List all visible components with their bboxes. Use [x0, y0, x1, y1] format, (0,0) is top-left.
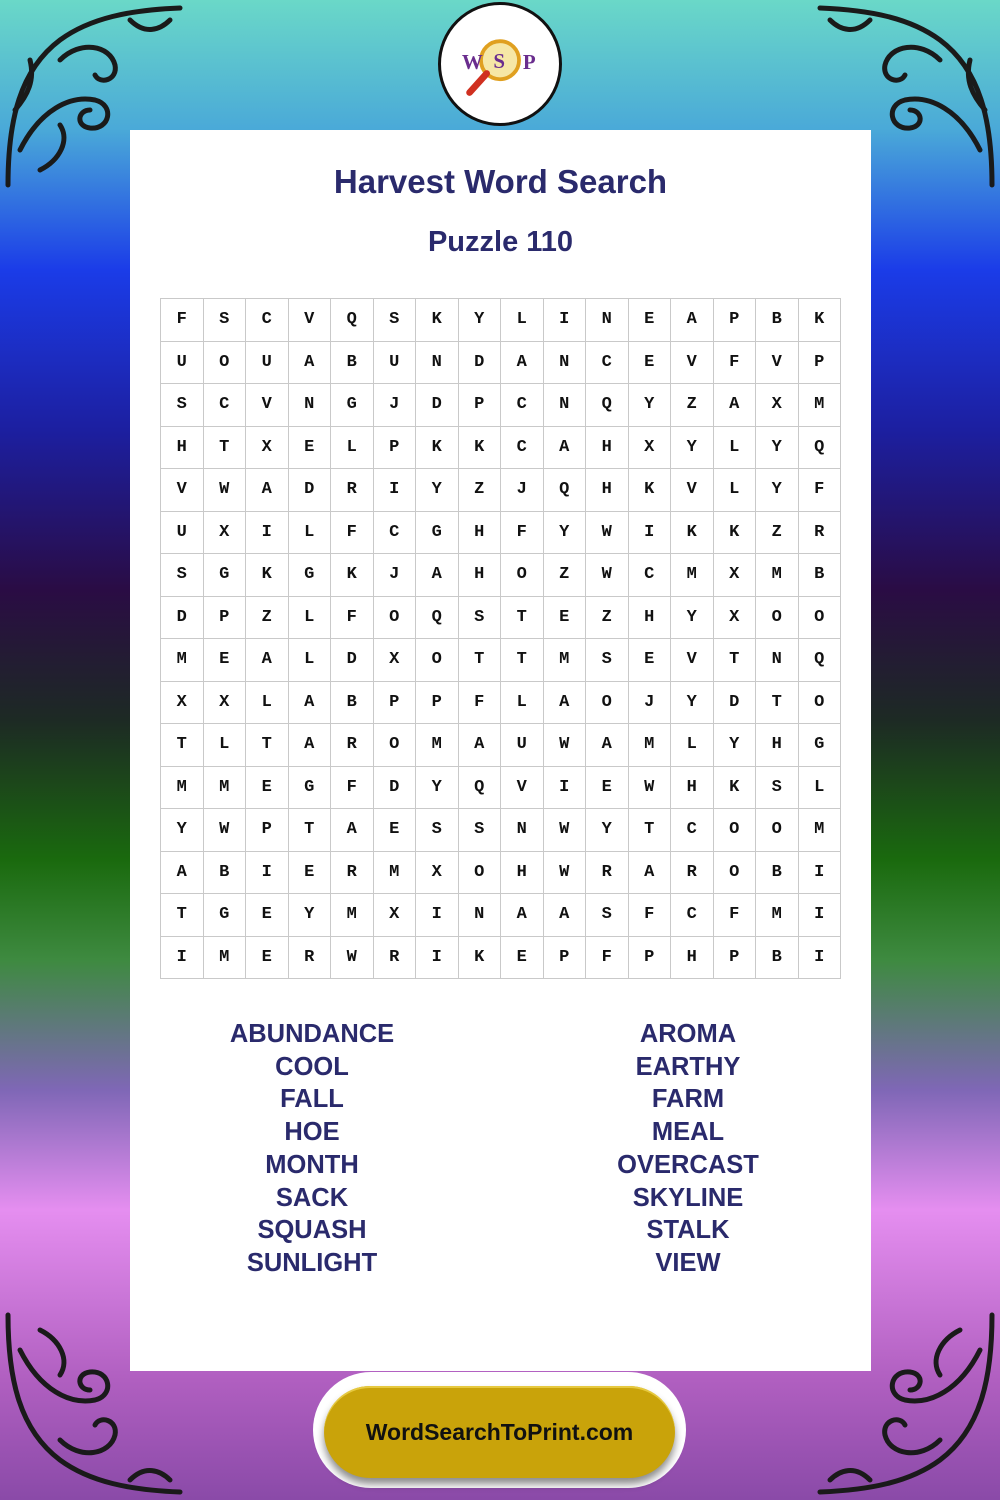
grid-cell[interactable]: Y: [289, 894, 332, 937]
grid-cell[interactable]: F: [629, 894, 672, 937]
grid-cell[interactable]: I: [246, 512, 289, 555]
grid-cell[interactable]: D: [161, 597, 204, 640]
grid-cell[interactable]: I: [246, 852, 289, 895]
word-list-item: ABUNDANCE: [229, 1020, 395, 1048]
grid-cell[interactable]: P: [416, 682, 459, 725]
grid-cell[interactable]: E: [501, 937, 544, 980]
grid-cell[interactable]: X: [246, 427, 289, 470]
grid-cell[interactable]: X: [714, 597, 757, 640]
grid-cell[interactable]: C: [204, 384, 247, 427]
grid-cell[interactable]: Z: [246, 597, 289, 640]
grid-cell[interactable]: E: [246, 894, 289, 937]
logo-letter-w: W: [461, 49, 483, 74]
grid-cell[interactable]: K: [459, 427, 502, 470]
grid-cell[interactable]: O: [374, 597, 417, 640]
grid-cell[interactable]: V: [161, 469, 204, 512]
grid-cell[interactable]: O: [374, 724, 417, 767]
grid-cell[interactable]: P: [374, 682, 417, 725]
grid-cell[interactable]: E: [629, 342, 672, 385]
grid-cell[interactable]: X: [161, 682, 204, 725]
grid-cell[interactable]: O: [459, 852, 502, 895]
grid-cell[interactable]: L: [714, 427, 757, 470]
grid-cell[interactable]: M: [331, 894, 374, 937]
grid-cell[interactable]: X: [204, 682, 247, 725]
grid-cell[interactable]: Z: [586, 597, 629, 640]
grid-cell[interactable]: M: [161, 767, 204, 810]
grid-cell[interactable]: B: [756, 299, 799, 342]
grid-cell[interactable]: Y: [671, 427, 714, 470]
grid-cell[interactable]: C: [586, 342, 629, 385]
grid-cell[interactable]: Y: [756, 469, 799, 512]
word-list-item: VIEW: [655, 1248, 721, 1277]
grid-cell[interactable]: E: [629, 639, 672, 682]
grid-cell[interactable]: X: [374, 894, 417, 937]
grid-cell[interactable]: S: [756, 767, 799, 810]
word-list-right: [538, 1018, 838, 1280]
grid-cell[interactable]: N: [586, 299, 629, 342]
grid-cell[interactable]: X: [374, 639, 417, 682]
grid-cell[interactable]: R: [799, 512, 842, 555]
grid-cell[interactable]: Y: [671, 682, 714, 725]
site-logo[interactable]: [438, 2, 562, 126]
grid-cell[interactable]: S: [459, 597, 502, 640]
grid-cell[interactable]: K: [799, 299, 842, 342]
grid-cell[interactable]: W: [586, 554, 629, 597]
grid-cell[interactable]: O: [714, 852, 757, 895]
grid-cell[interactable]: B: [331, 342, 374, 385]
grid-cell[interactable]: M: [161, 639, 204, 682]
grid-cell[interactable]: C: [374, 512, 417, 555]
grid-cell[interactable]: H: [586, 469, 629, 512]
grid-cell[interactable]: N: [289, 384, 332, 427]
grid-cell[interactable]: K: [416, 299, 459, 342]
grid-cell[interactable]: L: [204, 724, 247, 767]
grid-cell[interactable]: B: [799, 554, 842, 597]
grid-cell[interactable]: Z: [756, 512, 799, 555]
word-list-left: [162, 1018, 462, 1280]
grid-cell[interactable]: K: [416, 427, 459, 470]
grid-cell[interactable]: A: [416, 554, 459, 597]
word-list-item: EARTHY: [635, 1052, 741, 1081]
grid-cell[interactable]: U: [246, 342, 289, 385]
grid-cell[interactable]: X: [629, 427, 672, 470]
grid-cell[interactable]: V: [501, 767, 544, 810]
word-list-item: FARM: [651, 1085, 725, 1114]
grid-cell[interactable]: H: [459, 512, 502, 555]
grid-cell[interactable]: Y: [586, 809, 629, 852]
word-list-item: AROMA: [639, 1020, 737, 1048]
puzzle-card: [130, 130, 871, 1371]
grid-cell[interactable]: Y: [459, 299, 502, 342]
grid-cell[interactable]: Y: [629, 384, 672, 427]
grid-cell[interactable]: A: [544, 682, 587, 725]
grid-cell[interactable]: T: [501, 597, 544, 640]
grid-cell[interactable]: W: [204, 469, 247, 512]
grid-cell[interactable]: M: [544, 639, 587, 682]
grid-cell[interactable]: E: [289, 427, 332, 470]
grid-cell[interactable]: G: [799, 724, 842, 767]
grid-cell[interactable]: U: [374, 342, 417, 385]
word-list-item: MEAL: [651, 1118, 725, 1147]
grid-cell[interactable]: S: [586, 894, 629, 937]
grid-cell[interactable]: Q: [459, 767, 502, 810]
grid-cell[interactable]: G: [289, 767, 332, 810]
grid-cell[interactable]: N: [544, 342, 587, 385]
grid-cell[interactable]: S: [459, 809, 502, 852]
grid-cell[interactable]: V: [289, 299, 332, 342]
grid-cell[interactable]: S: [161, 554, 204, 597]
grid-cell[interactable]: I: [416, 937, 459, 980]
word-list-item: MONTH: [265, 1150, 359, 1179]
grid-cell[interactable]: R: [374, 937, 417, 980]
grid-cell[interactable]: I: [544, 299, 587, 342]
grid-cell[interactable]: O: [756, 809, 799, 852]
grid-cell[interactable]: A: [629, 852, 672, 895]
grid-cell[interactable]: L: [289, 512, 332, 555]
grid-cell[interactable]: I: [374, 469, 417, 512]
logo-letter-s: S: [493, 48, 505, 73]
site-link-button[interactable]: [324, 1386, 675, 1478]
grid-cell[interactable]: E: [204, 639, 247, 682]
grid-cell[interactable]: W: [586, 512, 629, 555]
grid-cell[interactable]: M: [204, 937, 247, 980]
grid-cell[interactable]: X: [204, 512, 247, 555]
grid-cell[interactable]: T: [629, 809, 672, 852]
grid-cell[interactable]: F: [161, 299, 204, 342]
grid-cell[interactable]: S: [374, 299, 417, 342]
grid-cell[interactable]: P: [714, 937, 757, 980]
grid-cell[interactable]: P: [544, 937, 587, 980]
grid-cell[interactable]: G: [204, 554, 247, 597]
grid-cell[interactable]: J: [629, 682, 672, 725]
grid-cell[interactable]: E: [246, 767, 289, 810]
grid-cell[interactable]: R: [586, 852, 629, 895]
grid-cell[interactable]: Y: [671, 597, 714, 640]
grid-cell[interactable]: K: [671, 512, 714, 555]
grid-cell[interactable]: K: [459, 937, 502, 980]
grid-cell[interactable]: O: [204, 342, 247, 385]
grid-cell[interactable]: I: [799, 937, 842, 980]
grid-cell[interactable]: C: [671, 809, 714, 852]
grid-cell[interactable]: Y: [544, 512, 587, 555]
grid-cell[interactable]: T: [756, 682, 799, 725]
grid-cell[interactable]: M: [799, 809, 842, 852]
grid-cell[interactable]: U: [501, 724, 544, 767]
word-list-item: FALL: [280, 1085, 344, 1114]
grid-cell[interactable]: T: [714, 639, 757, 682]
grid-cell[interactable]: H: [459, 554, 502, 597]
grid-cell[interactable]: F: [501, 512, 544, 555]
grid-cell[interactable]: A: [501, 894, 544, 937]
grid-cell[interactable]: P: [799, 342, 842, 385]
grid-cell[interactable]: D: [416, 384, 459, 427]
grid-cell[interactable]: T: [246, 724, 289, 767]
grid-cell[interactable]: Y: [416, 767, 459, 810]
page-title: Harvest Word Search: [333, 163, 668, 200]
grid-cell[interactable]: O: [416, 639, 459, 682]
word-list-item: SKYLINE: [632, 1183, 744, 1212]
grid-cell[interactable]: F: [331, 512, 374, 555]
grid-cell[interactable]: I: [629, 512, 672, 555]
grid-cell[interactable]: W: [544, 809, 587, 852]
grid-cell[interactable]: T: [204, 427, 247, 470]
grid-cell[interactable]: Q: [544, 469, 587, 512]
grid-cell[interactable]: M: [204, 767, 247, 810]
grid-cell[interactable]: Y: [714, 724, 757, 767]
grid-cell[interactable]: E: [289, 852, 332, 895]
grid-cell[interactable]: H: [671, 767, 714, 810]
grid-cell[interactable]: K: [246, 554, 289, 597]
grid-cell[interactable]: G: [204, 894, 247, 937]
grid-cell[interactable]: X: [416, 852, 459, 895]
grid-cell[interactable]: B: [756, 852, 799, 895]
letter-grid: [160, 298, 841, 979]
word-list-item: SACK: [275, 1183, 349, 1212]
grid-cell[interactable]: H: [586, 427, 629, 470]
grid-cell[interactable]: K: [331, 554, 374, 597]
grid-cell[interactable]: A: [246, 639, 289, 682]
grid-cell[interactable]: Y: [416, 469, 459, 512]
grid-cell[interactable]: L: [799, 767, 842, 810]
grid-cell[interactable]: N: [544, 384, 587, 427]
grid-cell[interactable]: D: [374, 767, 417, 810]
grid-cell[interactable]: L: [289, 597, 332, 640]
grid-cell[interactable]: L: [671, 724, 714, 767]
grid-cell[interactable]: F: [799, 469, 842, 512]
grid-cell[interactable]: L: [331, 427, 374, 470]
grid-cell[interactable]: V: [671, 469, 714, 512]
grid-cell[interactable]: A: [246, 469, 289, 512]
grid-cell[interactable]: T: [161, 894, 204, 937]
grid-cell[interactable]: Q: [586, 384, 629, 427]
grid-cell[interactable]: V: [246, 384, 289, 427]
grid-cell[interactable]: R: [289, 937, 332, 980]
word-list-item: STALK: [646, 1216, 730, 1245]
grid-cell[interactable]: P: [374, 427, 417, 470]
grid-cell[interactable]: S: [586, 639, 629, 682]
grid-cell[interactable]: J: [374, 384, 417, 427]
grid-cell[interactable]: A: [161, 852, 204, 895]
grid-cell[interactable]: A: [289, 682, 332, 725]
grid-cell[interactable]: U: [161, 512, 204, 555]
grid-cell[interactable]: D: [714, 682, 757, 725]
grid-cell[interactable]: C: [501, 427, 544, 470]
grid-cell[interactable]: H: [629, 597, 672, 640]
grid-cell[interactable]: C: [246, 299, 289, 342]
grid-cell[interactable]: K: [714, 767, 757, 810]
grid-cell[interactable]: X: [756, 384, 799, 427]
grid-cell[interactable]: M: [799, 384, 842, 427]
word-list-item: COOL: [275, 1052, 349, 1081]
grid-cell[interactable]: M: [629, 724, 672, 767]
grid-cell[interactable]: S: [204, 299, 247, 342]
word-list-item: OVERCAST: [617, 1150, 759, 1179]
grid-cell[interactable]: I: [416, 894, 459, 937]
grid-cell[interactable]: D: [331, 639, 374, 682]
grid-cell[interactable]: I: [799, 894, 842, 937]
grid-cell[interactable]: G: [289, 554, 332, 597]
grid-cell[interactable]: M: [671, 554, 714, 597]
grid-cell[interactable]: M: [756, 894, 799, 937]
grid-cell[interactable]: Z: [671, 384, 714, 427]
grid-cell[interactable]: H: [756, 724, 799, 767]
grid-cell[interactable]: N: [501, 809, 544, 852]
grid-cell[interactable]: A: [459, 724, 502, 767]
grid-cell[interactable]: F: [331, 597, 374, 640]
grid-cell[interactable]: F: [714, 342, 757, 385]
grid-cell[interactable]: M: [416, 724, 459, 767]
word-list-item: HOE: [284, 1118, 340, 1147]
grid-cell[interactable]: Y: [161, 809, 204, 852]
word-list-item: SQUASH: [257, 1216, 367, 1245]
puzzle-number: Puzzle 110: [427, 226, 574, 258]
grid-cell[interactable]: L: [714, 469, 757, 512]
grid-cell[interactable]: E: [544, 597, 587, 640]
grid-cell[interactable]: G: [416, 512, 459, 555]
grid-cell[interactable]: S: [416, 809, 459, 852]
grid-cell[interactable]: E: [246, 937, 289, 980]
grid-cell[interactable]: D: [289, 469, 332, 512]
grid-cell[interactable]: I: [161, 937, 204, 980]
grid-cell[interactable]: V: [671, 342, 714, 385]
grid-cell[interactable]: B: [204, 852, 247, 895]
grid-cell[interactable]: H: [161, 427, 204, 470]
grid-cell[interactable]: O: [586, 682, 629, 725]
grid-cell[interactable]: Z: [544, 554, 587, 597]
grid-cell[interactable]: N: [459, 894, 502, 937]
grid-cell[interactable]: F: [459, 682, 502, 725]
grid-cell[interactable]: M: [374, 852, 417, 895]
grid-cell[interactable]: P: [714, 299, 757, 342]
grid-cell[interactable]: P: [204, 597, 247, 640]
grid-cell[interactable]: X: [714, 554, 757, 597]
grid-cell[interactable]: C: [629, 554, 672, 597]
grid-cell[interactable]: N: [756, 639, 799, 682]
grid-cell[interactable]: T: [289, 809, 332, 852]
grid-cell[interactable]: A: [544, 894, 587, 937]
grid-cell[interactable]: F: [586, 937, 629, 980]
grid-cell[interactable]: S: [161, 384, 204, 427]
grid-cell[interactable]: L: [289, 639, 332, 682]
logo-letter-p: P: [522, 49, 536, 74]
grid-cell[interactable]: F: [331, 767, 374, 810]
grid-cell[interactable]: I: [544, 767, 587, 810]
grid-cell[interactable]: E: [374, 809, 417, 852]
grid-cell[interactable]: C: [671, 894, 714, 937]
grid-cell[interactable]: V: [756, 342, 799, 385]
grid-cell[interactable]: B: [331, 682, 374, 725]
grid-cell[interactable]: G: [331, 384, 374, 427]
grid-cell[interactable]: A: [289, 342, 332, 385]
grid-cell[interactable]: L: [246, 682, 289, 725]
grid-cell[interactable]: E: [586, 767, 629, 810]
grid-cell[interactable]: H: [501, 852, 544, 895]
grid-cell[interactable]: I: [799, 852, 842, 895]
grid-cell[interactable]: P: [629, 937, 672, 980]
grid-cell[interactable]: D: [459, 342, 502, 385]
grid-cell[interactable]: T: [161, 724, 204, 767]
grid-cell[interactable]: A: [544, 427, 587, 470]
grid-cell[interactable]: K: [714, 512, 757, 555]
grid-cell[interactable]: J: [374, 554, 417, 597]
grid-cell[interactable]: T: [459, 639, 502, 682]
grid-cell[interactable]: R: [331, 724, 374, 767]
grid-cell[interactable]: A: [289, 724, 332, 767]
grid-cell[interactable]: A: [586, 724, 629, 767]
grid-cell[interactable]: W: [544, 852, 587, 895]
grid-cell[interactable]: K: [629, 469, 672, 512]
grid-cell[interactable]: C: [501, 384, 544, 427]
grid-cell[interactable]: J: [501, 469, 544, 512]
grid-cell[interactable]: Q: [331, 299, 374, 342]
grid-cell[interactable]: L: [501, 682, 544, 725]
grid-cell[interactable]: W: [331, 937, 374, 980]
grid-cell[interactable]: O: [799, 682, 842, 725]
site-link-container: [313, 1372, 686, 1488]
grid-cell[interactable]: E: [629, 299, 672, 342]
grid-cell[interactable]: R: [331, 852, 374, 895]
grid-cell[interactable]: O: [501, 554, 544, 597]
grid-cell[interactable]: Y: [756, 427, 799, 470]
grid-cell[interactable]: R: [331, 469, 374, 512]
grid-cell[interactable]: W: [204, 809, 247, 852]
grid-cell[interactable]: Q: [416, 597, 459, 640]
grid-cell[interactable]: Z: [459, 469, 502, 512]
grid-cell[interactable]: Q: [799, 639, 842, 682]
grid-cell[interactable]: A: [501, 342, 544, 385]
grid-cell[interactable]: L: [501, 299, 544, 342]
grid-cell[interactable]: P: [459, 384, 502, 427]
grid-cell[interactable]: O: [714, 809, 757, 852]
grid-cell[interactable]: V: [671, 639, 714, 682]
site-link-label: WordSearchToPrint.com: [365, 1418, 634, 1445]
grid-cell[interactable]: T: [501, 639, 544, 682]
grid-cell[interactable]: F: [714, 894, 757, 937]
grid-cell[interactable]: R: [671, 852, 714, 895]
grid-cell[interactable]: W: [629, 767, 672, 810]
word-list-item: SUNLIGHT: [246, 1248, 378, 1277]
grid-cell[interactable]: N: [416, 342, 459, 385]
grid-cell[interactable]: Q: [799, 427, 842, 470]
grid-cell[interactable]: B: [756, 937, 799, 980]
grid-cell[interactable]: O: [756, 597, 799, 640]
grid-cell[interactable]: W: [544, 724, 587, 767]
grid-cell[interactable]: H: [671, 937, 714, 980]
grid-cell[interactable]: A: [714, 384, 757, 427]
grid-cell[interactable]: O: [799, 597, 842, 640]
grid-cell[interactable]: U: [161, 342, 204, 385]
grid-cell[interactable]: A: [331, 809, 374, 852]
grid-cell[interactable]: A: [671, 299, 714, 342]
grid-cell[interactable]: P: [246, 809, 289, 852]
grid-cell[interactable]: M: [756, 554, 799, 597]
